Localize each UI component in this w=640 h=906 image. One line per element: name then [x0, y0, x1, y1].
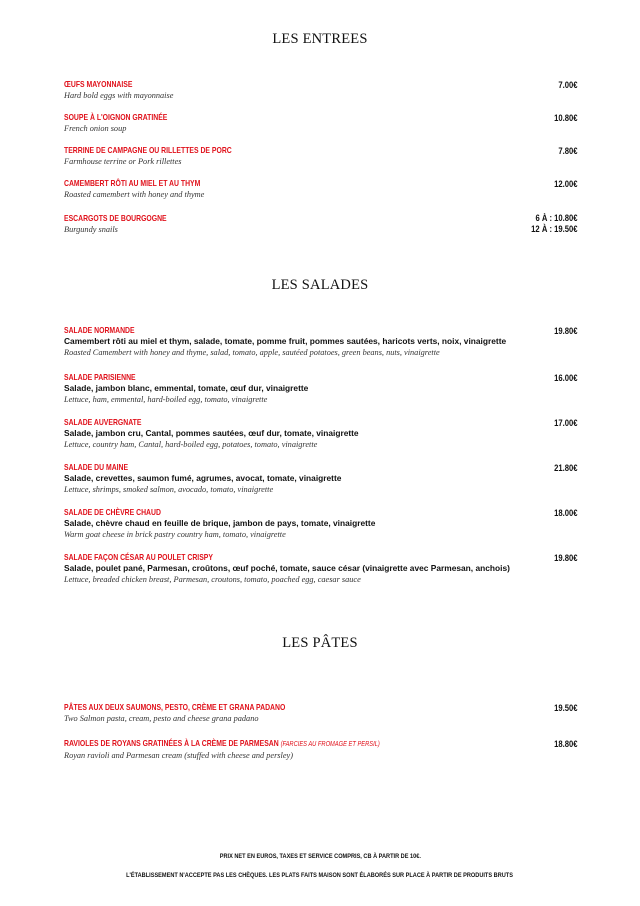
item-description-fr: Salade, jambon cru, Cantal, pommes sautées, œuf dur, tomate, vinaigrette [64, 428, 359, 438]
footer-cheques-note-text: L'ÉTABLISSEMENT N'ACCEPTE PAS LES CHÈQUES. LES PLATS FAITS MAISON SONT ÉLABORÉS SUR PLACE À PARTIR DE PRODUITS BRUTS [126, 872, 514, 879]
item-name: SALADE PARISIENNE [64, 372, 136, 382]
item-description-en: Royan ravioli and Parmesan cream (stuffed with cheese and persley) [64, 751, 293, 760]
item-description-en: Burgundy snails [64, 225, 118, 234]
section-title-salades: LES SALADES [271, 277, 369, 293]
item-description-fr: Salade, jambon blanc, emmental, tomate, œuf dur, vinaigrette [64, 383, 309, 393]
item-name-text: RAVIOLES DE ROYANS GRATINÉES À LA CRÈME DE PARMESAN [64, 738, 279, 748]
item-price [532, 213, 578, 235]
item-name: SALADE FAÇON CÉSAR AU POULET CRISPY [64, 552, 213, 562]
menu-item-soupe-oignon [64, 112, 578, 134]
menu-item-salade-du-maine [64, 462, 578, 495]
item-description-fr: Salade, poulet pané, Parmesan, croûtons, œuf poché, tomate, sauce césar (vinaigrette avec Parmesan, anchois) [64, 563, 510, 573]
item-name: CAMEMBERT RÔTI AU MIEL ET AU THYM [64, 178, 201, 188]
menu-item-salade-parisienne [64, 372, 578, 405]
item-description-en: Lettuce, shrimps, smoked salmon, avocado, tomato, vinaigrette [64, 485, 274, 494]
item-description-en: Roasted camembert with honey and thyme [64, 190, 205, 199]
item-description-en: Two Salmon pasta, cream, pesto and cheese grana padano [64, 714, 259, 723]
menu-item-ravioles-royans [64, 738, 578, 761]
item-name: SOUPE À L'OIGNON GRATINÉE [64, 112, 168, 122]
item-price: 19.80€ [554, 326, 578, 336]
item-name: ESCARGOTS DE BOURGOGNE [64, 213, 167, 223]
item-price: 17.00€ [554, 418, 578, 428]
item-price-six: 6 À : 10.80€ [535, 213, 578, 223]
item-price: 7.00€ [558, 80, 578, 90]
footer-price-note-text: PRIX NET EN EUROS, TAXES ET SERVICE COMPRIS, CB À PARTIR DE 10€. [219, 853, 421, 860]
item-name: SALADE AUVERGNATE [64, 417, 142, 427]
item-price-twelve: 12 À : 19.50€ [531, 224, 578, 234]
footer-price-note [0, 853, 640, 860]
item-name: PÂTES AUX DEUX SAUMONS, PESTO, CRÈME ET GRANA PADANO [64, 702, 286, 712]
menu-item-salade-normande [64, 325, 578, 358]
footer-cheques-note [0, 872, 640, 879]
menu-item-pates-deux-saumons [64, 702, 578, 724]
menu-item-salade-chevre-chaud [64, 507, 578, 540]
item-description-fr: Salade, chèvre chaud en feuille de brique, jambon de pays, tomate, vinaigrette [64, 518, 376, 528]
menu-item-camembert-roti [64, 178, 578, 200]
section-title-entrees: LES ENTREES [272, 31, 368, 47]
item-description-en: Farmhouse terrine or Pork rillettes [64, 157, 182, 166]
item-price: 16.00€ [554, 373, 578, 383]
item-name: TERRINE DE CAMPAGNE OU RILLETTES DE PORC [64, 145, 232, 155]
item-description-en: Roasted Camembert with honey and thyme, salad, tomato, apple, sautéed potatoes, green beans, nuts, vinaigrette [64, 348, 440, 357]
item-price: 18.00€ [554, 508, 578, 518]
item-name: SALADE DU MAINE [64, 462, 129, 472]
item-price: 12.00€ [554, 179, 578, 189]
item-name-note: (FARCIES AU FROMAGE ET PERSIL) [280, 741, 380, 748]
item-name [64, 738, 485, 750]
item-description-fr: Camembert rôti au miel et thym, salade, tomate, pomme fruit, pommes sautées, haricots verts, noix, vinaigrette [64, 336, 507, 346]
item-description-fr: Salade, crevettes, saumon fumé, agrumes, avocat, tomate, vinaigrette [64, 473, 342, 483]
item-price: 7.80€ [558, 146, 578, 156]
menu-item-salade-cesar [64, 552, 578, 585]
item-name: SALADE DE CHÈVRE CHAUD [64, 507, 161, 517]
item-name: ŒUFS MAYONNAISE [64, 79, 133, 89]
item-description-en: Lettuce, country ham, Cantal, hard-boiled egg, potatoes, tomato, vinaigrette [64, 440, 318, 449]
menu-item-escargots [64, 213, 578, 235]
item-description-en: Hard bold eggs with mayonnaise [64, 91, 174, 100]
item-price: 18.80€ [554, 739, 578, 749]
item-price: 19.50€ [554, 703, 578, 713]
item-description-en: French onion soup [64, 124, 127, 133]
item-name: SALADE NORMANDE [64, 325, 135, 335]
item-price: 21.80€ [554, 463, 578, 473]
item-description-en: Lettuce, ham, emmental, hard-boiled egg, tomato, vinaigrette [64, 395, 268, 404]
item-description-en: Warm goat cheese in brick pastry country ham, tomato, vinaigrette [64, 530, 286, 539]
menu-item-oeufs-mayonnaise [64, 79, 578, 101]
item-description-en: Lettuce, breaded chicken breast, Parmesan, croutons, tomato, poached egg, caesar sauce [64, 575, 361, 584]
item-price: 10.80€ [554, 113, 578, 123]
item-price: 19.80€ [554, 553, 578, 563]
menu-item-terrine [64, 145, 578, 167]
menu-item-salade-auvergnate [64, 417, 578, 450]
section-title-pates: LES PÂTES [282, 635, 358, 651]
